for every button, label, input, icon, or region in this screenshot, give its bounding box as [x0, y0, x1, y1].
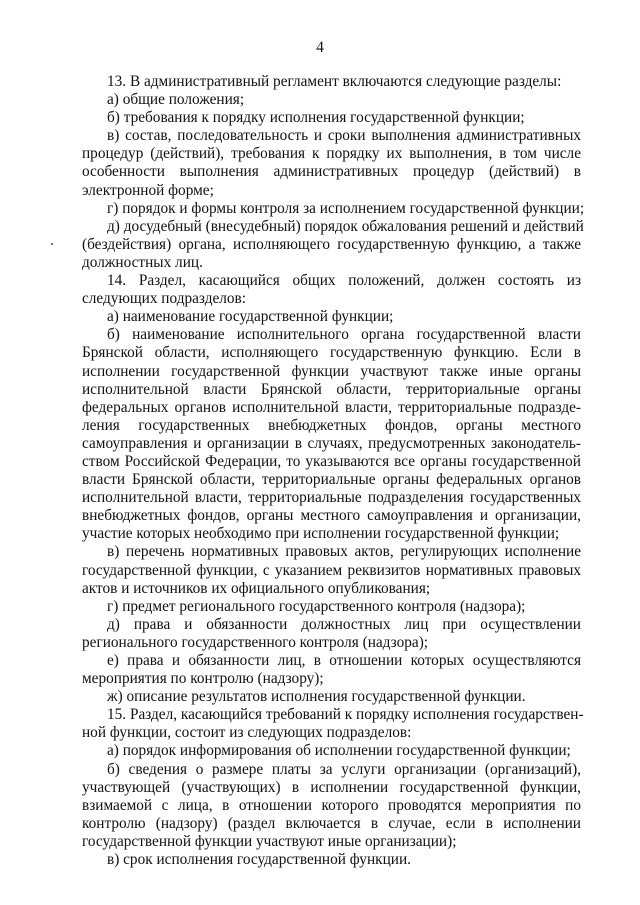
text-line: актов и источников их официального опубликования; — [82, 579, 431, 597]
text-line: государственной функции, с указанием реквизитов нормативных правовых — [82, 561, 581, 579]
text-line: должностных лиц. — [82, 253, 203, 271]
text-line: б) наименование исполнительного органа государственной власти — [107, 326, 581, 344]
text-line: следующих подразделов: — [82, 290, 247, 308]
text-line: в) состав, последовательность и сроки выполнения административных — [107, 127, 581, 145]
text-line: 13. В административный регламент включаются следующие разделы: — [107, 73, 562, 90]
text-line: ством Российской Федерации, то указываются все органы государственной — [82, 452, 581, 470]
text-line: внебюджетных фондов, органы местного самоуправления и организации, — [82, 507, 581, 525]
text-line: а) порядок информирования об исполнении государственной функции; — [107, 742, 571, 760]
text-line: в) срок исполнения государственной функции. — [107, 851, 411, 869]
text-line: ной функции, состоит из следующих подразделов: — [82, 724, 412, 742]
text-line: б) сведения о размере платы за услуги организации (организаций), — [107, 760, 581, 778]
text-line: 15. Раздел, касающийся требований к порядку исполнения государствен- — [107, 706, 584, 724]
text-line: взимаемой с лица, в отношении которого проводятся мероприятия по — [82, 796, 581, 814]
document-body — [82, 73, 585, 869]
text-line: (бездействия) органа, исполняющего государственную функцию, а также — [82, 235, 581, 253]
text-line: ж) описание результатов исполнения государственной функции. — [107, 688, 526, 706]
text-line: е) права и обязанности лиц, в отношении которых осуществляются — [107, 652, 581, 669]
text-line: электронной форме; — [82, 181, 214, 199]
text-line: исполнительной власти, территориальные подразделения государственных — [82, 489, 581, 507]
text-line: государственной функции участвуют иные организации); — [82, 832, 457, 850]
text-line: исполнении государственной функции участвуют также иные органы — [82, 362, 581, 380]
text-line: исполнительной власти Брянской области, территориальные органы — [82, 380, 581, 398]
text-line: 14. Раздел, касающийся общих положений, должен состоять из — [107, 272, 581, 290]
scan-speck — [51, 243, 53, 245]
text-line: Брянской области, исполняющего государственную функцию. Если в — [82, 344, 581, 362]
text-line: д) права и обязанности должностных лиц при осуществлении — [107, 615, 581, 633]
text-line: мероприятия по контролю (надзору); — [82, 670, 324, 688]
text-line: г) порядок и формы контроля за исполнением государственной функции; — [107, 199, 585, 217]
text-line: в) перечень нормативных правовых актов, регулирующих исполнение — [107, 543, 581, 561]
text-line: регионального государственного контроля (надзора); — [82, 633, 429, 651]
page-number: 4 — [316, 39, 324, 56]
text-line: контролю (надзору) (раздел включается в случае, если в исполнении — [82, 814, 581, 832]
text-line: процедур (действий), требования к порядку их выполнения, в том числе — [82, 145, 581, 163]
text-line: самоуправления и организации в случаях, предусмотренных законодатель- — [82, 434, 581, 452]
text-line: участвующей (участвующих) в исполнении государственной функции, — [82, 778, 581, 796]
text-line: д) досудебный (внесудебный) порядок обжалования решений и действий — [107, 217, 584, 235]
text-line: ления государственных внебюджетных фондов, органы местного — [82, 416, 581, 434]
text-line: федеральных органов исполнительной власти, территориальные подразде- — [82, 398, 581, 416]
text-line: участие которых необходимо при исполнении государственной функции; — [82, 525, 560, 543]
text-line: власти Брянской области, территориальные органы федеральных органов — [82, 471, 581, 489]
text-line: а) общие положения; — [107, 91, 245, 109]
text-line: б) требования к порядку исполнения государственной функции; — [107, 109, 525, 127]
text-line: а) наименование государственной функции; — [107, 308, 394, 326]
text-line: особенности выполнения административных процедур (действий) в — [82, 163, 581, 181]
text-line: г) предмет регионального государственного контроля (надзора); — [107, 597, 526, 615]
